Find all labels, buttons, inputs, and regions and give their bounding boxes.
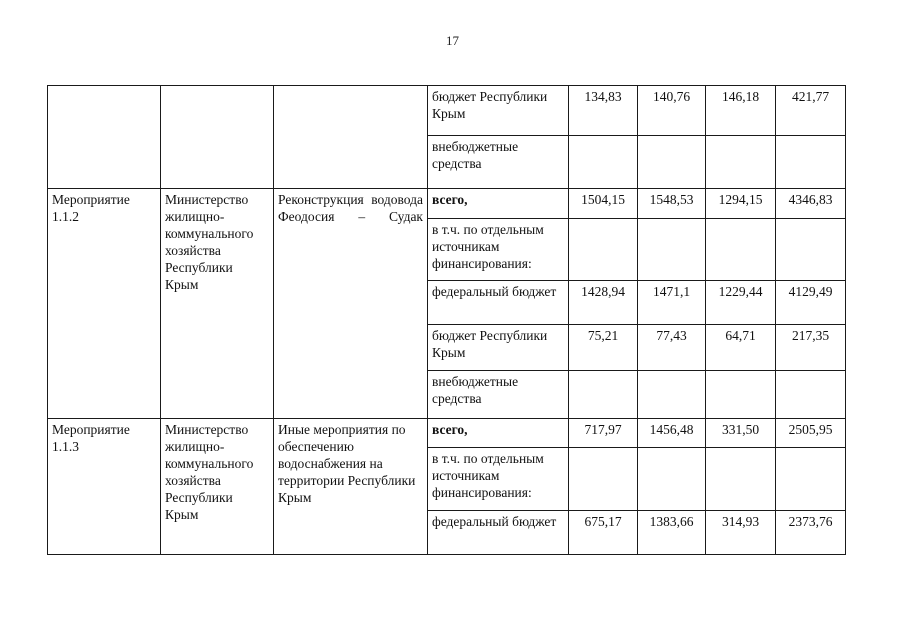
executor-cell: Министерство жилищно-коммунального хозяйства Республики Крым xyxy=(161,419,274,555)
value-total xyxy=(776,219,846,281)
measure-title-cell: Мероприятие 1.1.2 xyxy=(48,189,161,419)
value-year-2 xyxy=(638,371,706,419)
value-year-3: 314,93 xyxy=(706,511,776,555)
description-cell xyxy=(274,86,428,189)
value-year-3: 1229,44 xyxy=(706,281,776,325)
value-year-1: 675,17 xyxy=(569,511,638,555)
funding-table xyxy=(47,85,846,555)
value-year-1 xyxy=(569,448,638,511)
value-year-2 xyxy=(638,448,706,511)
table-row xyxy=(48,86,846,136)
value-year-3 xyxy=(706,136,776,189)
funding-source: всего, xyxy=(428,189,569,219)
funding-source: в т.ч. по отдельным источникам финансирования: xyxy=(428,219,569,281)
value-total xyxy=(776,136,846,189)
value-year-1 xyxy=(569,371,638,419)
value-year-2: 1471,1 xyxy=(638,281,706,325)
value-total: 2373,76 xyxy=(776,511,846,555)
measure-title-cell: Мероприятие 1.1.3 xyxy=(48,419,161,555)
value-year-1: 1428,94 xyxy=(569,281,638,325)
table-row xyxy=(48,419,846,448)
value-year-2: 140,76 xyxy=(638,86,706,136)
value-year-1: 134,83 xyxy=(569,86,638,136)
value-year-1: 717,97 xyxy=(569,419,638,448)
value-year-3: 1294,15 xyxy=(706,189,776,219)
page-number: 17 xyxy=(446,33,459,48)
executor-cell xyxy=(161,86,274,189)
funding-source: всего, xyxy=(428,419,569,448)
funding-source: внебюджетные средства xyxy=(428,136,569,189)
description-cell: Иные мероприятия по обеспечению водоснабжения на территории Республики Крым xyxy=(274,419,428,555)
funding-source: внебюджетные средства xyxy=(428,371,569,419)
value-year-2: 1383,66 xyxy=(638,511,706,555)
measure-title-cell xyxy=(48,86,161,189)
value-total: 4346,83 xyxy=(776,189,846,219)
value-year-3 xyxy=(706,448,776,511)
description-cell: Реконструкция водовода Феодосия – Судак xyxy=(274,189,428,419)
value-total xyxy=(776,371,846,419)
value-year-2: 77,43 xyxy=(638,325,706,371)
funding-source: федеральный бюджет xyxy=(428,511,569,555)
value-total: 2505,95 xyxy=(776,419,846,448)
value-year-2: 1456,48 xyxy=(638,419,706,448)
value-total: 421,77 xyxy=(776,86,846,136)
funding-source: бюджет Республики Крым xyxy=(428,325,569,371)
value-year-1 xyxy=(569,219,638,281)
value-year-2 xyxy=(638,136,706,189)
value-year-2 xyxy=(638,219,706,281)
value-year-1 xyxy=(569,136,638,189)
value-year-3 xyxy=(706,371,776,419)
executor-cell: Министерство жилищно-коммунального хозяйства Республики Крым xyxy=(161,189,274,419)
value-year-3: 331,50 xyxy=(706,419,776,448)
funding-source: в т.ч. по отдельным источникам финансирования: xyxy=(428,448,569,511)
value-year-1: 1504,15 xyxy=(569,189,638,219)
funding-source: федеральный бюджет xyxy=(428,281,569,325)
funding-source: бюджет Республики Крым xyxy=(428,86,569,136)
value-total: 4129,49 xyxy=(776,281,846,325)
value-year-2: 1548,53 xyxy=(638,189,706,219)
value-year-1: 75,21 xyxy=(569,325,638,371)
table-row xyxy=(48,189,846,219)
value-year-3 xyxy=(706,219,776,281)
value-year-3: 146,18 xyxy=(706,86,776,136)
value-total xyxy=(776,448,846,511)
value-total: 217,35 xyxy=(776,325,846,371)
value-year-3: 64,71 xyxy=(706,325,776,371)
